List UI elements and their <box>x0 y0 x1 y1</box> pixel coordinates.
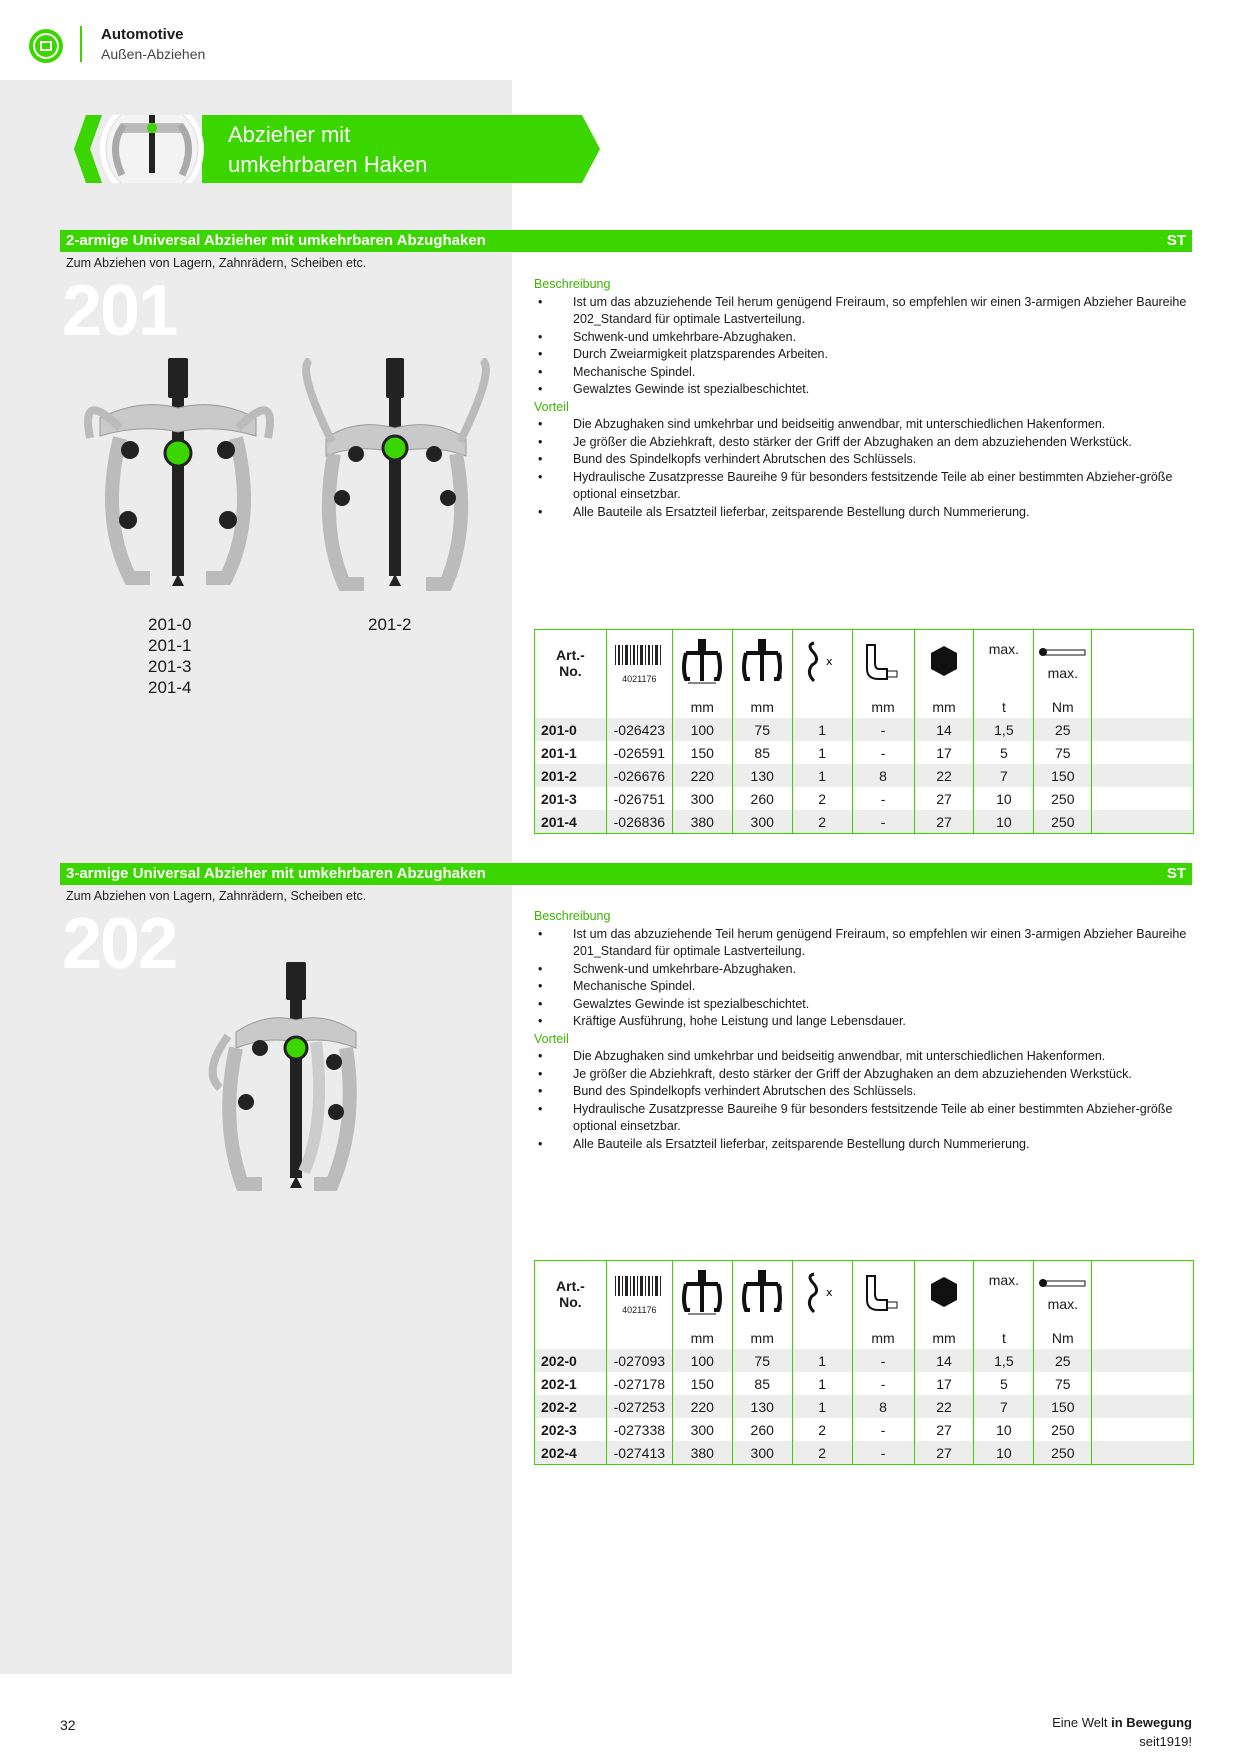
table-row <box>535 1441 1194 1465</box>
table-cell: 22 <box>914 1395 974 1418</box>
table-header-row <box>535 630 1194 697</box>
unit-cell: Nm <box>1034 696 1092 718</box>
table-cell: - <box>852 1418 914 1441</box>
table-cell: 150 <box>672 1372 732 1395</box>
model-list-left <box>148 614 191 698</box>
table-cell: 2 <box>792 810 852 834</box>
table-row <box>535 741 1194 764</box>
table-cell: 1 <box>792 718 852 741</box>
table-cell: 75 <box>1034 1372 1092 1395</box>
art-no-cell: 201-2 <box>535 764 607 787</box>
hook-jaw-icon <box>861 1270 905 1316</box>
model-label: 201-0 <box>148 615 192 634</box>
table-cell: 25 <box>1034 718 1092 741</box>
beschreibung-heading: Beschreibung <box>534 909 611 923</box>
table-cell: 27 <box>914 787 974 810</box>
list-item: • Bund des Spindelkopfs verhindert Abrutschen des Schlüssels. <box>534 1083 1194 1101</box>
footer-slogan <box>1052 1713 1192 1751</box>
table-cell: - <box>852 1372 914 1395</box>
section-tag: ST <box>1166 232 1186 249</box>
table-cell: 27 <box>914 1418 974 1441</box>
list-item: • Kräftige Ausführung, hohe Leistung und lange Lebensdauer. <box>534 1013 1194 1031</box>
slogan-bold: in Bewegung <box>1111 1715 1192 1730</box>
section-subtitle: Zum Abziehen von Lagern, Zahnrädern, Scheiben etc. <box>66 256 367 270</box>
art-no-cell: 202-1 <box>535 1372 607 1395</box>
table-cell <box>1092 1441 1194 1465</box>
description-block <box>534 276 1194 521</box>
page-number: 32 <box>60 1717 76 1733</box>
table-cell: -026423 <box>606 718 672 741</box>
table-cell: 10 <box>974 1418 1034 1441</box>
svg-text:x: x <box>826 654 833 668</box>
table-cell: 130 <box>732 1395 792 1418</box>
table-body-201 <box>535 718 1194 834</box>
series-number: 201 <box>62 271 177 351</box>
table-cell: 130 <box>732 764 792 787</box>
list-item: • Gewalztes Gewinde ist spezialbeschichtet. <box>534 381 1194 399</box>
table-cell: 10 <box>974 810 1034 834</box>
section-bar-202 <box>60 863 1192 885</box>
art-no-header <box>535 630 607 697</box>
series-number: 202 <box>62 904 177 984</box>
table-cell: 300 <box>672 1418 732 1441</box>
list-item: • Je größer die Abziehkraft, desto stärker der Griff der Abzughaken an dem abzuziehenden Werkstück. <box>534 434 1194 452</box>
section-tag: ST <box>1166 865 1186 882</box>
span-width-icon <box>680 639 724 685</box>
banner-title-line2: umkehrbaren Haken <box>228 152 428 177</box>
torque-wrench-icon <box>1037 1277 1089 1293</box>
table-cell: 260 <box>732 1418 792 1441</box>
max-torque-label: max. <box>1047 664 1078 681</box>
table-cell: -026591 <box>606 741 672 764</box>
section-title: 2-armige Universal Abzieher mit umkehrbaren Abzughaken <box>66 232 486 249</box>
vorteil-list <box>534 416 1194 521</box>
barcode-text: 4021176 <box>622 673 657 684</box>
table-cell: 27 <box>914 810 974 834</box>
table-header-row <box>535 1261 1194 1328</box>
table-cell: - <box>852 1441 914 1465</box>
barcode-header <box>606 630 672 697</box>
puller-2arm-photo-icon <box>80 358 280 598</box>
beschreibung-list <box>534 294 1194 399</box>
table-cell <box>1092 764 1194 787</box>
unit-cell <box>606 1327 672 1349</box>
table-cell: 25 <box>1034 1349 1092 1372</box>
max-force-label: max. <box>988 641 1020 657</box>
list-item: • Mechanische Spindel. <box>534 978 1194 996</box>
table-cell: 14 <box>914 718 974 741</box>
list-item: • Durch Zweiarmigkeit platzsparendes Arbeiten. <box>534 346 1194 364</box>
unit-cell: mm <box>914 696 974 718</box>
max-force-label: max. <box>988 1272 1020 1288</box>
table-row <box>535 1418 1194 1441</box>
list-item: • Die Abzughaken sind umkehrbar und beidseitig anwendbar, mit unterschiedlichen Hakenformen. <box>534 416 1194 434</box>
company-logo-icon <box>28 28 64 64</box>
slogan-prefix: Eine Welt <box>1052 1715 1108 1730</box>
barcode-header <box>606 1261 672 1328</box>
list-item: • Hydraulische Zusatzpresse Baureihe 9 für besonders festsitzende Teile ab einer bestimmten Abzieher-größe optional einsetzbar. <box>534 1101 1194 1136</box>
table-cell: - <box>852 810 914 834</box>
table-cell: 10 <box>974 787 1034 810</box>
unit-cell: mm <box>732 696 792 718</box>
model-label: 201-4 <box>148 678 192 697</box>
unit-cell <box>535 696 607 718</box>
list-item: • Schwenk-und umkehrbare-Abzughaken. <box>534 329 1194 347</box>
table-cell: -026751 <box>606 787 672 810</box>
table-cell <box>1092 1418 1194 1441</box>
barcode-icon <box>613 1274 665 1308</box>
unit-cell: mm <box>914 1327 974 1349</box>
table-cell: 2 <box>792 1441 852 1465</box>
art-no-cell: 201-3 <box>535 787 607 810</box>
table-cell <box>1092 1349 1194 1372</box>
table-cell: 85 <box>732 741 792 764</box>
table-row <box>535 1372 1194 1395</box>
beschreibung-heading: Beschreibung <box>534 277 611 291</box>
unit-cell <box>792 1327 852 1349</box>
table-row <box>535 718 1194 741</box>
section-subtitle: Zum Abziehen von Lagern, Zahnrädern, Scheiben etc. <box>66 889 367 903</box>
list-item: • Ist um das abzuziehende Teil herum genügend Freiraum, so empfehlen wir einen 3-armigen Abzieher Baureihe 202_Standard für optimale Lastverteilung. <box>534 294 1194 329</box>
section-bar-201 <box>60 230 1192 252</box>
art-label: Art.- <box>556 647 585 663</box>
table-row <box>535 810 1194 834</box>
header-category: Automotive <box>101 26 184 43</box>
unit-cell <box>535 1327 607 1349</box>
hook-jaw-icon <box>861 639 905 685</box>
reach-depth-icon <box>740 1270 784 1316</box>
no-label: No. <box>559 1294 582 1310</box>
table-cell: 8 <box>852 764 914 787</box>
art-no-cell: 201-0 <box>535 718 607 741</box>
unit-cell: mm <box>732 1327 792 1349</box>
unit-cell: t <box>974 1327 1034 1349</box>
reach-depth-icon <box>740 639 784 685</box>
table-cell: -026676 <box>606 764 672 787</box>
table-cell: 75 <box>732 718 792 741</box>
unit-cell <box>606 696 672 718</box>
table-cell: 260 <box>732 787 792 810</box>
table-cell: 1,5 <box>974 718 1034 741</box>
table-cell: 100 <box>672 718 732 741</box>
table-cell: 1,5 <box>974 1349 1034 1372</box>
max-torque-label: max. <box>1047 1295 1078 1312</box>
hook-type-icon <box>804 639 840 685</box>
list-item: • Gewalztes Gewinde ist spezialbeschichtet. <box>534 996 1194 1014</box>
hook-type-icon <box>804 1270 840 1316</box>
spec-table-201 <box>534 629 1194 834</box>
table-cell: - <box>852 787 914 810</box>
table-cell: 75 <box>732 1349 792 1372</box>
table-cell: 150 <box>672 741 732 764</box>
table-cell: 1 <box>792 741 852 764</box>
list-item: • Die Abzughaken sind umkehrbar und beidseitig anwendbar, mit unterschiedlichen Hakenformen. <box>534 1048 1194 1066</box>
list-item: • Je größer die Abziehkraft, desto stärker der Griff der Abzughaken an dem abzuziehenden Werkstück. <box>534 1066 1194 1084</box>
table-cell: 100 <box>672 1349 732 1372</box>
table-cell: 380 <box>672 810 732 834</box>
model-label: 201-3 <box>148 657 192 676</box>
puller-3arm-photo-icon <box>206 962 366 1198</box>
table-cell: 220 <box>672 764 732 787</box>
header-subcategory: Außen-Abziehen <box>101 46 206 62</box>
art-label: Art.- <box>556 1278 585 1294</box>
vorteil-heading: Vorteil <box>534 399 569 414</box>
table-cell: 250 <box>1034 810 1092 834</box>
table-cell: 7 <box>974 1395 1034 1418</box>
puller-2arm-long-photo-icon <box>296 358 496 598</box>
table-cell: 220 <box>672 1395 732 1418</box>
table-cell: -027338 <box>606 1418 672 1441</box>
table-cell: 250 <box>1034 1441 1092 1465</box>
unit-cell <box>1092 1327 1194 1349</box>
table-cell: 300 <box>732 810 792 834</box>
barcode-icon <box>613 643 665 677</box>
table-cell: 1 <box>792 1372 852 1395</box>
table-cell: 150 <box>1034 1395 1092 1418</box>
banner-title-line1: Abzieher mit <box>228 122 351 147</box>
banner-title <box>228 120 427 180</box>
table-unit-row <box>535 1327 1194 1349</box>
list-item: • Bund des Spindelkopfs verhindert Abrutschen des Schlüssels. <box>534 451 1194 469</box>
unit-cell: mm <box>672 696 732 718</box>
torque-wrench-icon <box>1037 646 1089 662</box>
art-no-cell: 202-3 <box>535 1418 607 1441</box>
table-cell: 7 <box>974 764 1034 787</box>
svg-text:x: x <box>826 1285 833 1299</box>
span-width-icon <box>680 1270 724 1316</box>
table-cell: 10 <box>974 1441 1034 1465</box>
table-cell: 14 <box>914 1349 974 1372</box>
art-no-cell: 202-0 <box>535 1349 607 1372</box>
hex-size-icon <box>927 642 961 682</box>
table-unit-row <box>535 696 1194 718</box>
spec-table-202 <box>534 1260 1194 1465</box>
table-cell: 1 <box>792 764 852 787</box>
vorteil-list <box>534 1048 1194 1153</box>
table-cell <box>1092 1395 1194 1418</box>
unit-cell: mm <box>852 1327 914 1349</box>
art-no-cell: 201-1 <box>535 741 607 764</box>
slogan-line2: seit1919! <box>1139 1734 1192 1749</box>
no-label: No. <box>559 663 582 679</box>
unit-cell: Nm <box>1034 1327 1092 1349</box>
vorteil-heading: Vorteil <box>534 1031 569 1046</box>
table-cell: -027413 <box>606 1441 672 1465</box>
art-no-header <box>535 1261 607 1328</box>
table-cell <box>1092 741 1194 764</box>
table-cell: 380 <box>672 1441 732 1465</box>
table-row <box>535 1349 1194 1372</box>
table-cell <box>1092 718 1194 741</box>
table-cell <box>1092 810 1194 834</box>
header-divider <box>80 26 82 62</box>
table-cell: 2 <box>792 1418 852 1441</box>
art-no-cell: 202-4 <box>535 1441 607 1465</box>
table-cell: 1 <box>792 1395 852 1418</box>
model-label: 201-1 <box>148 636 192 655</box>
art-no-cell: 202-2 <box>535 1395 607 1418</box>
table-cell: 2 <box>792 787 852 810</box>
barcode-text: 4021176 <box>622 1304 657 1315</box>
table-cell: 5 <box>974 741 1034 764</box>
description-block <box>534 908 1194 1153</box>
table-row <box>535 787 1194 810</box>
table-cell: 5 <box>974 1372 1034 1395</box>
table-cell: 150 <box>1034 764 1092 787</box>
table-cell: 85 <box>732 1372 792 1395</box>
table-cell: 1 <box>792 1349 852 1372</box>
unit-cell <box>792 696 852 718</box>
table-cell: 17 <box>914 741 974 764</box>
table-cell: - <box>852 1349 914 1372</box>
table-cell: 75 <box>1034 741 1092 764</box>
table-cell: - <box>852 718 914 741</box>
table-cell: 8 <box>852 1395 914 1418</box>
section-title: 3-armige Universal Abzieher mit umkehrbaren Abzughaken <box>66 865 486 882</box>
list-item: • Alle Bauteile als Ersatzteil lieferbar, zeitsparende Bestellung durch Nummerierung. <box>534 1136 1194 1154</box>
table-cell: 22 <box>914 764 974 787</box>
list-item: • Hydraulische Zusatzpresse Baureihe 9 für besonders festsitzende Teile ab einer bestimmten Abzieher-größe optional einsetzbar. <box>534 469 1194 504</box>
unit-cell: t <box>974 696 1034 718</box>
table-cell: -027093 <box>606 1349 672 1372</box>
table-cell: -026836 <box>606 810 672 834</box>
table-cell: 300 <box>672 787 732 810</box>
table-cell: - <box>852 741 914 764</box>
beschreibung-list <box>534 926 1194 1031</box>
table-cell <box>1092 1372 1194 1395</box>
list-item: • Mechanische Spindel. <box>534 364 1194 382</box>
list-item: • Alle Bauteile als Ersatzteil lieferbar, zeitsparende Bestellung durch Nummerierung. <box>534 504 1194 522</box>
table-row <box>535 1395 1194 1418</box>
unit-cell <box>1092 696 1194 718</box>
table-cell: 17 <box>914 1372 974 1395</box>
model-label-right: 201-2 <box>368 615 412 634</box>
unit-cell: mm <box>672 1327 732 1349</box>
list-item: • Schwenk-und umkehrbare-Abzughaken. <box>534 961 1194 979</box>
table-cell: 300 <box>732 1441 792 1465</box>
art-no-cell: 201-4 <box>535 810 607 834</box>
table-cell: 250 <box>1034 787 1092 810</box>
unit-cell: mm <box>852 696 914 718</box>
table-cell <box>1092 787 1194 810</box>
table-cell: 250 <box>1034 1418 1092 1441</box>
table-body-202 <box>535 1349 1194 1465</box>
table-row <box>535 764 1194 787</box>
list-item: • Ist um das abzuziehende Teil herum genügend Freiraum, so empfehlen wir einen 3-armigen Abzieher Baureihe 201_Standard für optimale Lastverteilung. <box>534 926 1194 961</box>
hex-size-icon <box>927 1273 961 1313</box>
table-cell: 27 <box>914 1441 974 1465</box>
table-cell: -027253 <box>606 1395 672 1418</box>
table-cell: -027178 <box>606 1372 672 1395</box>
